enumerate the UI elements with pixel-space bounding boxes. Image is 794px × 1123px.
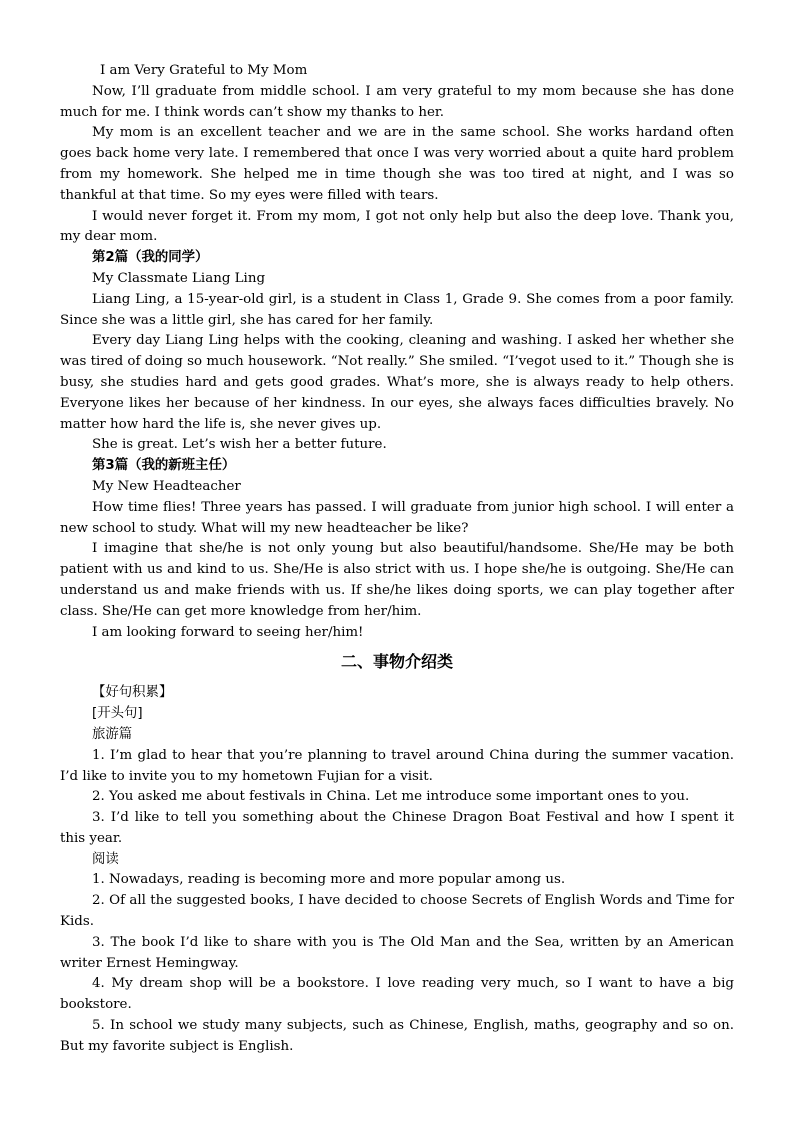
essay2-heading: 第2篇（我的同学） xyxy=(92,250,209,266)
essay2-paragraph: Every day Liang Ling helps with the cooking, cleaning and washing. I asked her whether she was tired of doing so much housework. “Not really.” She smiled. “I’vegot used to it.” Though she is busy, she studies hard and gets good grades. What’s more, she is always ready to help others. Everyone likes her because of her kindness. In our eyes, she always faces difficulties bravely. No matter how hard the life is, she never gives up. xyxy=(60,333,734,432)
essay1-title: I am Very Grateful to My Mom xyxy=(100,63,308,78)
good-sentences-label: 【好句积累】 xyxy=(92,685,173,701)
essay3-paragraph: I am looking forward to seeing her/him! xyxy=(92,624,364,640)
travel-label: 旅游篇 xyxy=(92,726,133,742)
essay1-paragraph: My mom is an excellent teacher and we are in the same school. She works hardand often goes back home very late. I remembered that once I was very worried about a quite hard problem from my homework. She helped me in time though she was too tired at night, and I was so thankful at that time. So my eyes were filled with tears. xyxy=(60,125,734,203)
list-item: 1. Nowadays, reading is becoming more and more popular among us. xyxy=(92,872,566,888)
opening-sentences-label: [开头句] xyxy=(92,706,143,722)
essay1-paragraph: I would never forget it. From my mom, I got not only help but also the deep love. Thank you, my dear mom. xyxy=(60,208,734,245)
essay2-paragraph: Liang Ling, a 15-year-old girl, is a student in Class 1, Grade 9. She comes from a poor family. Since she was a little girl, she has cared for her family. xyxy=(60,291,734,328)
list-item: 4. My dream shop will be a bookstore. I love reading very much, so I want to have a big bookstore. xyxy=(60,976,734,1013)
list-item: 2. You asked me about festivals in China. Let me introduce some important ones to you. xyxy=(92,789,690,805)
document-body xyxy=(60,61,734,1058)
list-item: 2. Of all the suggested books, I have decided to choose Secrets of English Words and Time for Kids. xyxy=(60,893,734,930)
list-item: 3. I’d like to tell you something about the Chinese Dragon Boat Festival and how I spent it this year. xyxy=(60,810,734,846)
essay2-paragraph: She is great. Let’s wish her a better future. xyxy=(92,437,387,453)
list-item: 1. I’m glad to hear that you’re planning to travel around China during the summer vacation. I’d like to invite you to my hometown Fujian for a visit. xyxy=(60,747,734,784)
essay3-title: My New Headteacher xyxy=(92,478,241,494)
list-item: 5. In school we study many subjects, such as Chinese, English, maths, geography and so on. But my favorite subject is English. xyxy=(60,1018,734,1054)
reading-label: 阅读 xyxy=(92,851,119,867)
section2-title: 二、事物介绍类 xyxy=(340,652,453,672)
list-item: 3. The book I’d like to share with you is The Old Man and the Sea, written by an American writer Ernest Hemingway. xyxy=(60,934,734,971)
essay1-paragraph: Now, I’ll graduate from middle school. I am very grateful to my mom because she has done much for me. I think words can’t show my thanks to her. xyxy=(60,83,734,120)
essay3-paragraph: I imagine that she/he is not only young but also beautiful/handsome. She/He may be both patient with us and kind to us. She/He is also strict with us. I hope she/he is outgoing. She/He can understand us and make friends with us. If she/he likes doing sports, we can play together after class. She/He can get more knowledge from her/him. xyxy=(60,541,734,619)
essay3-paragraph: How time flies! Three years has passed. I will graduate from junior high school. I will enter a new school to study. What will my new headteacher be like? xyxy=(60,499,734,536)
essay3-heading: 第3篇（我的新班主任） xyxy=(92,458,236,474)
essay2-title: My Classmate Liang Ling xyxy=(92,270,266,286)
